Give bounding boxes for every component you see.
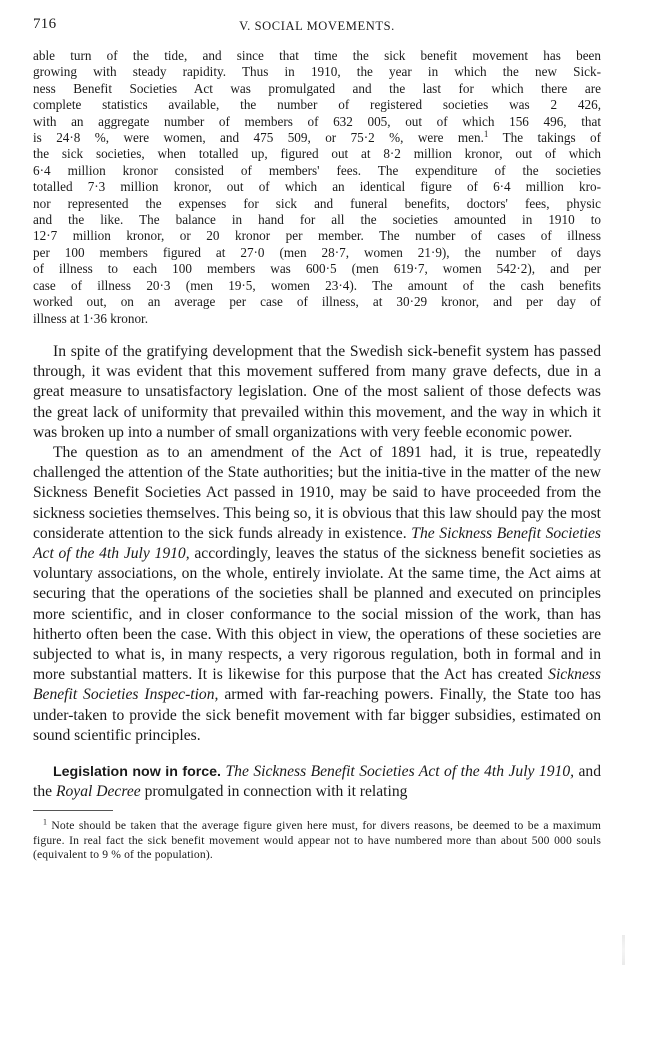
section-title: V. SOCIAL MOVEMENTS. xyxy=(239,19,395,33)
text-line: and the like. The balance in hand for all the societies amounted in 1910 to xyxy=(33,212,601,228)
text-line: complete statistics available, the number of registered societies was 2 426, xyxy=(33,97,601,113)
text-segment: accordingly, leaves the status of the sickness benefit societies as voluntary associations, on the whole, entirely inviolate. At the same time, the Act aims at securing that the operations of the societies shall be planned and executed on principles more scientific, and in closer conformance to the social mission of the work, than has hitherto often been the case. With this object in view, the operations of these societies are subjected to what is, in many respects, a very rigorous regulation, both in formal and in more substantial matters. It is likewise for this purpose that the Act has created xyxy=(33,544,601,684)
text-line: nor represented the expenses for sick and funeral benefits, doctors' fees, physic xyxy=(33,195,601,211)
scan-artifact xyxy=(622,935,625,965)
text-line: illness at 1·36 kronor. xyxy=(33,310,149,326)
text-line: 6·4 million kronor consisted of members' fees. The expenditure of the societies xyxy=(33,162,601,178)
document-page xyxy=(33,0,601,863)
paragraph-amendment xyxy=(33,443,601,746)
text-line: per 100 members figured at 27·0 (men 28·7, women 21·9), the number of days xyxy=(33,244,601,260)
paragraph-defects: In spite of the gratifying development that the Swedish sick-benefit system has passed through, it was evident that this movement suffered from many grave defects, due in a great measure to unsatisfactory legislation. One of the most salient of those defects was the great lack of uniformity that prevailed within this movement, and the way in which it was broken up into a number of small organizations with very feeble economic power. xyxy=(33,342,601,441)
text-line: ness Benefit Societies Act was promulgated and the last for which there are xyxy=(33,80,601,96)
footnote-text: Note should be taken that the average figure given here must, for divers reasons, be deemed to be a maximum figure. In real fact the sick benefit movement would appear not to have numbered more than about 500 000 souls (equivalent to 9 % of the population). xyxy=(33,819,601,862)
footnote-marker: 1 xyxy=(43,818,48,828)
text-line: worked out, on an average per case of illness, at 30·29 kronor, and per day of xyxy=(33,294,601,310)
text-segment: is 24·8 %, were women, and 475 509, or 75·2 %, were men. xyxy=(33,130,484,146)
text-line: able turn of the tide, and since that time the sick benefit movement has been xyxy=(33,48,601,63)
intro-paragraph xyxy=(33,48,601,327)
inspection-italic: Sickness Benefit Societies Inspec-tion, xyxy=(33,666,601,704)
text-line: 12·7 million kronor, or 20 kronor per member. The number of cases of illness xyxy=(33,228,601,244)
paragraph-legislation xyxy=(33,762,601,802)
footnote-divider xyxy=(33,810,113,811)
footnote-reference[interactable]: 1 xyxy=(483,129,489,140)
subsection-heading: Legislation now in force. xyxy=(53,763,221,780)
text-line: totalled 7·3 million kronor, out of which an identical figure of 6·4 million kro- xyxy=(33,179,601,195)
text-line: the sick societies, when totalled up, figured out at 8·2 million kronor, out of which xyxy=(33,146,601,162)
text-line: of illness to each 100 members was 600·5 (men 619·7, women 542·2), and per xyxy=(33,261,601,277)
text-line: case of illness 20·3 (men 19·5, women 23·4). The amount of the cash benefits xyxy=(33,277,601,293)
text-segment: promulgated in connection with it relating xyxy=(140,783,408,801)
text-line: with an aggregate number of members of 632 005, out of which 156 496, that xyxy=(33,113,601,129)
text-line xyxy=(33,130,601,146)
footnote xyxy=(33,819,601,862)
text-segment: armed with far-reaching powers. Finally, the State too has under-taken to provide the sick benefit movement with far bigger subsidies, estimated on sound scientific principles. xyxy=(33,686,601,744)
text-segment: and the xyxy=(33,762,602,801)
text-line: growing with steady rapidity. Thus in 1910, the year in which the new Sick- xyxy=(33,64,601,80)
running-head xyxy=(33,0,601,48)
royal-decree-italic: Royal Decree xyxy=(55,783,141,801)
text-segment: The takings of xyxy=(502,130,601,146)
text-segment: The question as to an amendment of the Act of 1891 had, it is true, repeatedly challenged the attention of the State authorities; but the initia-tive in the matter of the new Sickness Benefit Societies Act passed in 1910, may be said to have proceeded from the sickness societies themselves. This being so, it is obvious that this law should pay the most considerate attention to the sick funds already in existence. xyxy=(33,443,601,542)
act-title-italic: The Sickness Benefit Societies Act of the 4th July 1910, xyxy=(33,524,602,562)
act-title-italic: The Sickness Benefit Societies Act of the 4th July 1910, xyxy=(225,762,575,780)
page-number: 716 xyxy=(33,16,57,32)
